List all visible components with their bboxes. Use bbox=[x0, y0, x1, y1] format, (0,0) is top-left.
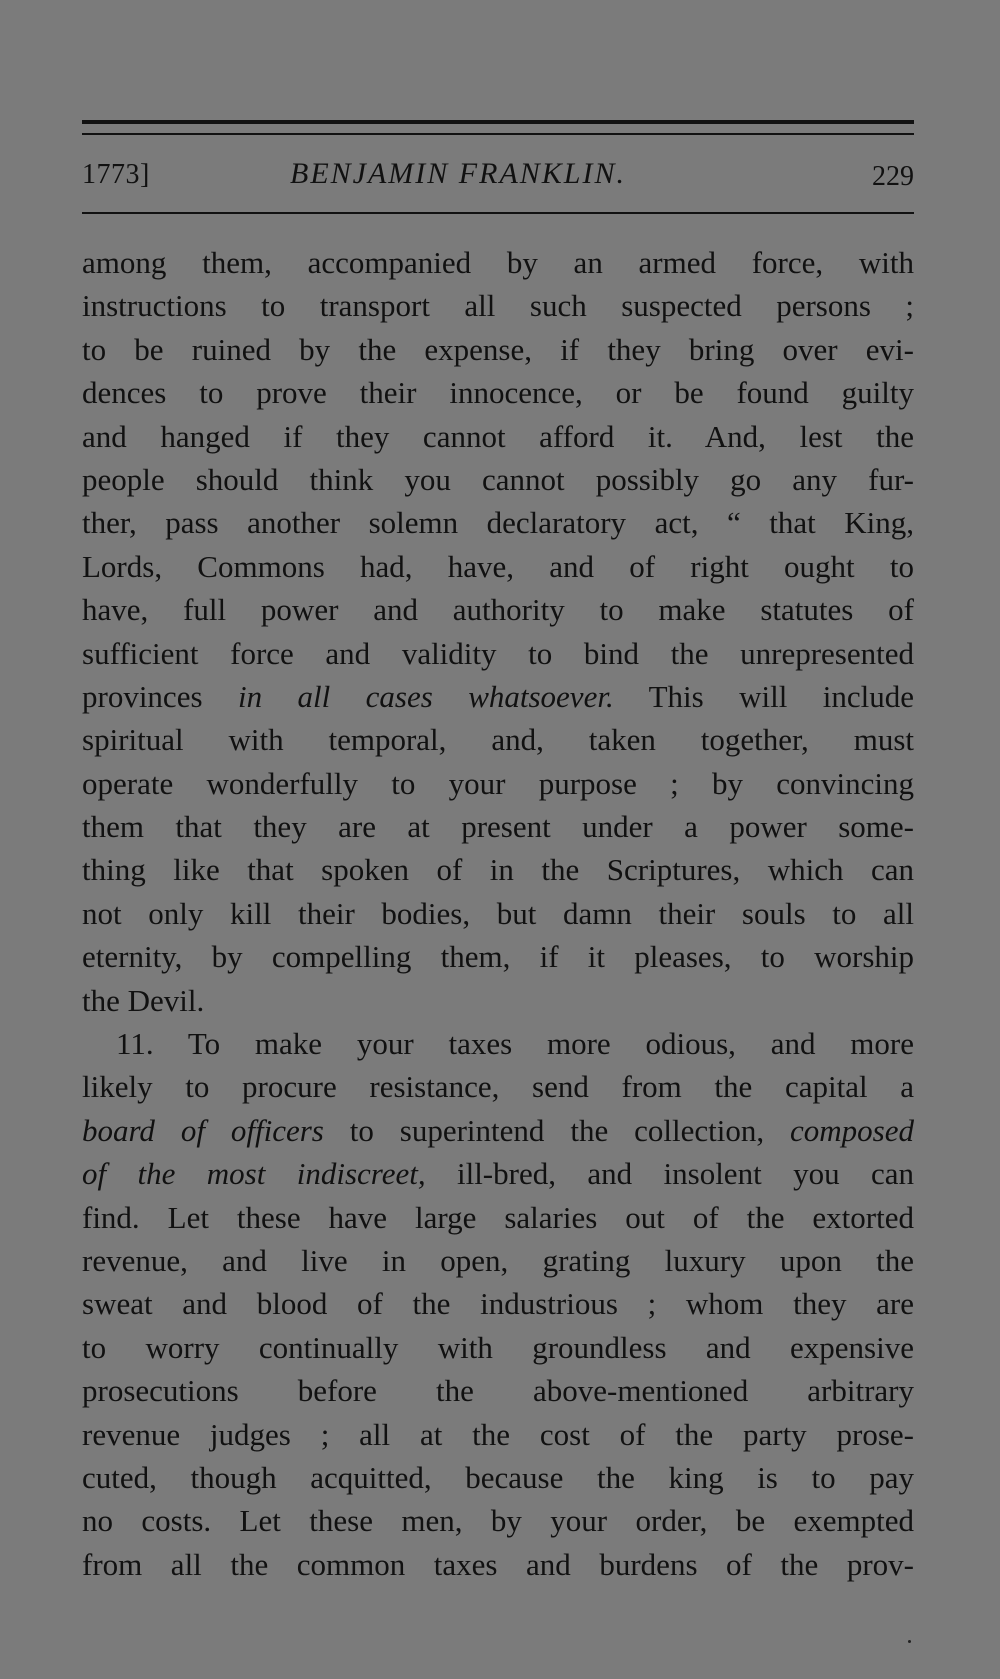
text-line bbox=[82, 1239, 914, 1282]
text-line bbox=[82, 718, 914, 761]
text-line bbox=[82, 1456, 914, 1499]
text-run: dences to prove their innocence, or be found guilty bbox=[82, 375, 914, 411]
text-run: ill-bred, and insolent you can bbox=[425, 1156, 914, 1192]
text-run: operate wonderfully to your purpose ; by convincing bbox=[82, 765, 914, 801]
paragraph-start-line bbox=[82, 1022, 914, 1065]
text-line bbox=[82, 1369, 914, 1412]
text-line bbox=[82, 632, 914, 675]
text-run: revenue judges ; all at the cost of the party prose- bbox=[82, 1416, 914, 1452]
italic-run: composed bbox=[790, 1112, 914, 1148]
text-line bbox=[82, 1413, 914, 1456]
text-run: not only kill their bodies, but damn their souls to all bbox=[82, 895, 914, 931]
text-run: to superintend the collection, bbox=[323, 1112, 791, 1148]
text-run: people should think you cannot possibly go any fur- bbox=[82, 461, 914, 497]
text-line bbox=[82, 284, 914, 327]
text-line bbox=[82, 241, 914, 284]
text-run: thing like that spoken of in the Scriptures, which can bbox=[82, 852, 914, 888]
text-run: and hanged if they cannot afford it. And, lest the bbox=[82, 418, 914, 454]
text-run: ther, pass another solemn declaratory act, “ that King, bbox=[82, 505, 914, 541]
text-run: to be ruined by the expense, if they bring over evi- bbox=[82, 331, 914, 367]
text-run: eternity, by compelling them, if it pleases, to worship bbox=[82, 939, 914, 975]
text-line bbox=[82, 1152, 914, 1195]
running-head-title: BENJAMIN FRANKLIN. bbox=[290, 157, 626, 190]
header-bottom-rule bbox=[82, 212, 914, 214]
text-line bbox=[82, 588, 914, 631]
text-run: 11. To make your taxes more odious, and more bbox=[116, 1026, 914, 1062]
text-line bbox=[82, 501, 914, 544]
italic-run: of the most indiscreet, bbox=[82, 1156, 426, 1192]
paragraph-end-line bbox=[82, 979, 914, 1022]
text-line bbox=[82, 1196, 914, 1239]
text-line bbox=[82, 328, 914, 371]
text-run: provinces bbox=[82, 678, 238, 714]
page-number: 229 bbox=[872, 161, 914, 192]
text-line bbox=[82, 1499, 914, 1542]
text-run: among them, accompanied by an armed force, with bbox=[82, 245, 914, 280]
running-head-year: 1773] bbox=[82, 159, 150, 190]
text-line bbox=[82, 805, 914, 848]
text-run: likely to procure resistance, send from the capital a bbox=[82, 1069, 914, 1105]
scan-speck bbox=[908, 1640, 911, 1643]
text-run: This will include bbox=[613, 678, 914, 714]
text-run: sweat and blood of the industrious ; whom they are bbox=[82, 1286, 914, 1322]
text-run: to worry continually with groundless and expensive bbox=[82, 1329, 914, 1365]
text-line bbox=[82, 1109, 914, 1152]
text-run: them that they are at present under a power some- bbox=[82, 809, 914, 845]
text-line bbox=[82, 935, 914, 978]
text-line bbox=[82, 1543, 914, 1586]
book-page bbox=[82, 0, 914, 1679]
text-line bbox=[82, 1282, 914, 1325]
text-line bbox=[82, 848, 914, 891]
text-run: find. Let these have large salaries out of the extorted bbox=[82, 1199, 914, 1235]
text-run: the Devil. bbox=[82, 982, 205, 1018]
text-run: revenue, and live in open, grating luxury upon the bbox=[82, 1242, 914, 1278]
text-line bbox=[82, 1326, 914, 1369]
text-line bbox=[82, 458, 914, 501]
text-run: have, full power and authority to make statutes of bbox=[82, 592, 914, 628]
text-line bbox=[82, 675, 914, 718]
text-line bbox=[82, 545, 914, 588]
text-run: spiritual with temporal, and, taken together, must bbox=[82, 722, 914, 758]
text-run: no costs. Let these men, by your order, be exempted bbox=[82, 1503, 914, 1539]
text-line bbox=[82, 371, 914, 414]
header-second-rule bbox=[82, 133, 914, 135]
body-text bbox=[82, 241, 914, 1586]
text-run: from all the common taxes and burdens of the prov- bbox=[82, 1546, 914, 1582]
header-top-rule bbox=[82, 120, 914, 124]
text-line bbox=[82, 762, 914, 805]
text-run: instructions to transport all such suspected persons ; bbox=[82, 288, 914, 324]
text-run: prosecutions before the above-mentioned arbitrary bbox=[82, 1373, 914, 1409]
text-run: sufficient force and validity to bind the unrepresented bbox=[82, 635, 914, 671]
text-run: cuted, though acquitted, because the king is to pay bbox=[82, 1459, 914, 1495]
text-line bbox=[82, 892, 914, 935]
italic-run: in all cases whatsoever. bbox=[237, 678, 614, 714]
italic-run: board of officers bbox=[82, 1112, 324, 1148]
text-line bbox=[82, 415, 914, 458]
text-line bbox=[82, 1065, 914, 1108]
text-run: Lords, Commons had, have, and of right ought to bbox=[82, 548, 914, 584]
